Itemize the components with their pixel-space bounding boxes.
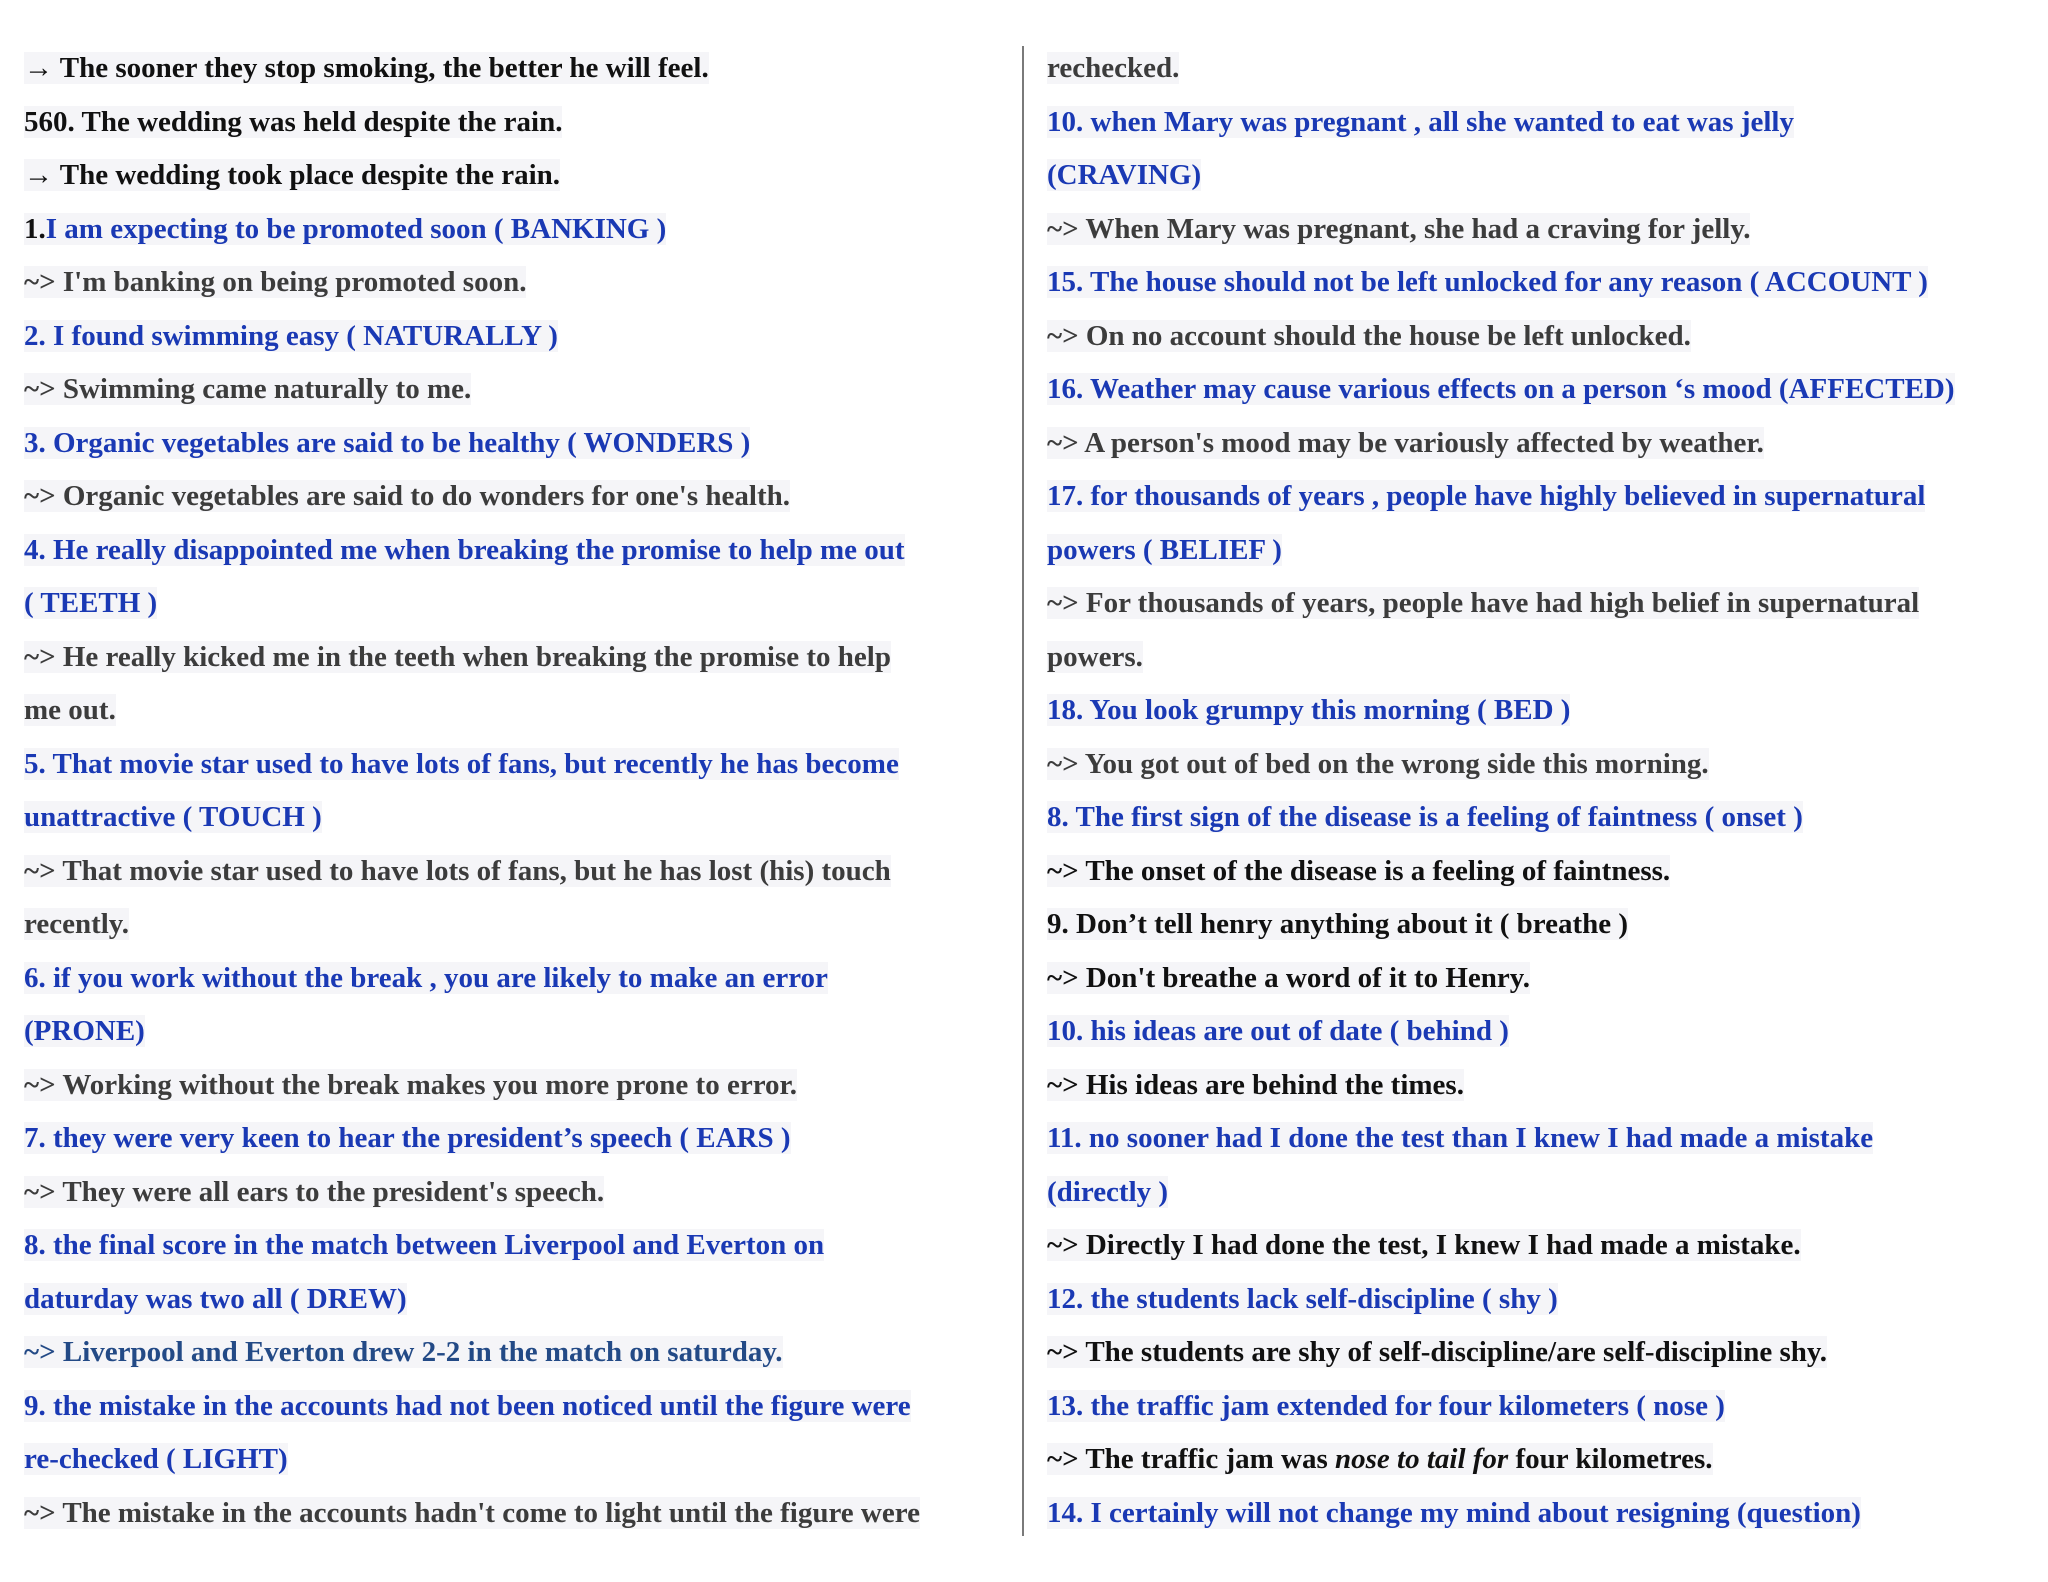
line-text: 14. I certainly will not change my mind about resigning (question): [1047, 1496, 1861, 1529]
left-line: [24, 1487, 1024, 1541]
line-text: rechecked.: [1047, 52, 1180, 84]
right-line: [1047, 1059, 2037, 1113]
right-line: [1047, 1326, 2037, 1380]
left-column: [24, 42, 1024, 1540]
line-text: 8. The first sign of the disease is a feeling of faintness ( onset ): [1047, 801, 1803, 833]
left-line: [24, 952, 1024, 1006]
right-line: [1047, 203, 2037, 257]
right-line: [1047, 149, 2037, 203]
line-text: ~> A person's mood may be variously affected by weather.: [1047, 426, 1764, 459]
italic-phrase: nose to tail for: [1335, 1443, 1509, 1475]
left-line: [24, 1433, 1024, 1487]
line-text: ~> Swimming came naturally to me.: [24, 373, 472, 405]
line-text: ~> He really kicked me in the teeth when breaking the promise to help: [24, 640, 891, 673]
right-line: [1047, 791, 2037, 845]
line-text: ~> For thousands of years, people have had high belief in supernatural: [1047, 587, 1920, 619]
right-line: [1047, 1273, 2037, 1327]
line-text: ~> The students are shy of self-discipline/are self-discipline shy.: [1047, 1336, 1828, 1368]
line-text: 12. the students lack self-discipline ( shy ): [1047, 1282, 1558, 1315]
right-line: [1047, 1166, 2037, 1220]
line-text: → The sooner they stop smoking, the better he will feel.: [24, 52, 709, 84]
left-line: [24, 1219, 1024, 1273]
line-text: (CRAVING): [1047, 159, 1202, 191]
right-line: [1047, 363, 2037, 417]
right-line: [1047, 256, 2037, 310]
right-line: [1047, 1487, 2037, 1541]
left-line: [24, 1112, 1024, 1166]
left-line: [24, 310, 1024, 364]
right-line: [1047, 1112, 2037, 1166]
line-text: ~> That movie star used to have lots of fans, but he has lost (his) touch: [24, 854, 891, 887]
right-line: [1047, 417, 2037, 471]
item-number: 1.: [24, 212, 46, 245]
line-text: ~> They were all ears to the president's speech.: [24, 1175, 605, 1208]
left-line: [24, 631, 1024, 685]
line-text: (PRONE): [24, 1015, 145, 1047]
line-text: ~> Directly I had done the test, I knew I had made a mistake.: [1047, 1229, 1801, 1261]
line-text: ~> Organic vegetables are said to do wonders for one's health.: [24, 480, 790, 512]
right-line: [1047, 1380, 2037, 1434]
right-column: [1047, 42, 2037, 1540]
left-line: [24, 42, 1024, 96]
right-line: [1047, 1005, 2037, 1059]
right-line: [1047, 898, 2037, 952]
line-text: 3. Organic vegetables are said to be healthy ( WONDERS ): [24, 426, 751, 459]
line-text: 6. if you work without the break , you are likely to make an error: [24, 961, 828, 994]
line-text: ~> The onset of the disease is a feeling of faintness.: [1047, 854, 1671, 887]
right-line: [1047, 631, 2037, 685]
line-text: recently.: [24, 908, 129, 940]
left-line: [24, 1166, 1024, 1220]
line-text: 18. You look grumpy this morning ( BED ): [1047, 694, 1571, 726]
right-line: [1047, 952, 2037, 1006]
right-line: [1047, 42, 2037, 96]
left-line: [24, 577, 1024, 631]
line-text: powers ( BELIEF ): [1047, 533, 1282, 566]
left-line: [24, 845, 1024, 899]
left-line: [24, 417, 1024, 471]
line-text: ~> Liverpool and Everton drew 2-2 in the match on saturday.: [24, 1336, 783, 1368]
right-line: [1047, 1433, 2037, 1487]
left-line: [24, 1326, 1024, 1380]
line-text: 10. when Mary was pregnant , all she wanted to eat was jelly: [1047, 105, 1794, 138]
left-line: [24, 738, 1024, 792]
line-text: 7. they were very keen to hear the president’s speech ( EARS ): [24, 1122, 791, 1154]
right-line: [1047, 738, 2037, 792]
line-text: ~> When Mary was pregnant, she had a craving for jelly.: [1047, 212, 1751, 245]
line-text: ~> I'm banking on being promoted soon.: [24, 266, 527, 298]
left-line: [24, 524, 1024, 578]
line-text: 11. no sooner had I done the test than I knew I had made a mistake: [1047, 1122, 1874, 1154]
line-text: 17. for thousands of years , people have highly believed in supernatural: [1047, 480, 1926, 512]
left-line: [24, 256, 1024, 310]
right-line: [1047, 684, 2037, 738]
line-text: me out.: [24, 694, 116, 726]
line-text: ~> The traffic jam was: [1047, 1443, 1335, 1475]
right-line: [1047, 577, 2037, 631]
right-line: [1047, 845, 2037, 899]
line-text: 13. the traffic jam extended for four kilometers ( nose ): [1047, 1389, 1725, 1422]
line-text: ~> Don't breathe a word of it to Henry.: [1047, 961, 1530, 994]
line-text: I am expecting to be promoted soon ( BANKING ): [45, 212, 667, 245]
line-text: powers.: [1047, 640, 1143, 673]
left-line: [24, 898, 1024, 952]
line-text: unattractive ( TOUCH ): [24, 801, 322, 833]
line-text: 2. I found swimming easy ( NATURALLY ): [24, 319, 558, 352]
line-text: ~> His ideas are behind the times.: [1047, 1068, 1464, 1101]
line-text: 15. The house should not be left unlocked for any reason ( ACCOUNT ): [1047, 266, 1928, 298]
line-text: → The wedding took place despite the rain.: [24, 159, 561, 191]
line-text: ( TEETH ): [24, 587, 158, 619]
line-text: 5. That movie star used to have lots of fans, but recently he has become: [24, 747, 899, 780]
line-text-end: four kilometres.: [1508, 1443, 1713, 1475]
line-text: re-checked ( LIGHT): [24, 1443, 288, 1475]
line-text: 9. Don’t tell henry anything about it ( breathe ): [1047, 908, 1629, 940]
left-line: [24, 470, 1024, 524]
left-line: [24, 1273, 1024, 1327]
right-line: [1047, 96, 2037, 150]
line-text: 9. the mistake in the accounts had not been noticed until the figure were: [24, 1389, 911, 1422]
line-text: 4. He really disappointed me when breaking the promise to help me out: [24, 533, 905, 566]
left-line: [24, 363, 1024, 417]
line-text: 8. the final score in the match between Liverpool and Everton on: [24, 1229, 825, 1261]
right-line: [1047, 470, 2037, 524]
line-text: ~> Working without the break makes you more prone to error.: [24, 1068, 798, 1101]
left-line: [24, 203, 1024, 257]
line-text: daturday was two all ( DREW): [24, 1282, 407, 1315]
line-text: 16. Weather may cause various effects on a person ‘s mood (AFFECTED): [1047, 373, 1955, 405]
column-divider: [1022, 46, 1024, 1536]
line-text: (directly ): [1047, 1175, 1169, 1208]
right-line: [1047, 524, 2037, 578]
left-line: [24, 1380, 1024, 1434]
line-text: 560. The wedding was held despite the rain.: [24, 105, 563, 138]
left-line: [24, 684, 1024, 738]
left-line: [24, 96, 1024, 150]
line-text: ~> The mistake in the accounts hadn't come to light until the figure were: [24, 1496, 920, 1529]
left-line: [24, 1059, 1024, 1113]
left-line: [24, 791, 1024, 845]
right-line: [1047, 1219, 2037, 1273]
line-text: 10. his ideas are out of date ( behind ): [1047, 1015, 1509, 1047]
line-text: ~> On no account should the house be left unlocked.: [1047, 319, 1691, 352]
left-line: [24, 1005, 1024, 1059]
left-line: [24, 149, 1024, 203]
line-text: ~> You got out of bed on the wrong side this morning.: [1047, 747, 1709, 780]
right-line: [1047, 310, 2037, 364]
